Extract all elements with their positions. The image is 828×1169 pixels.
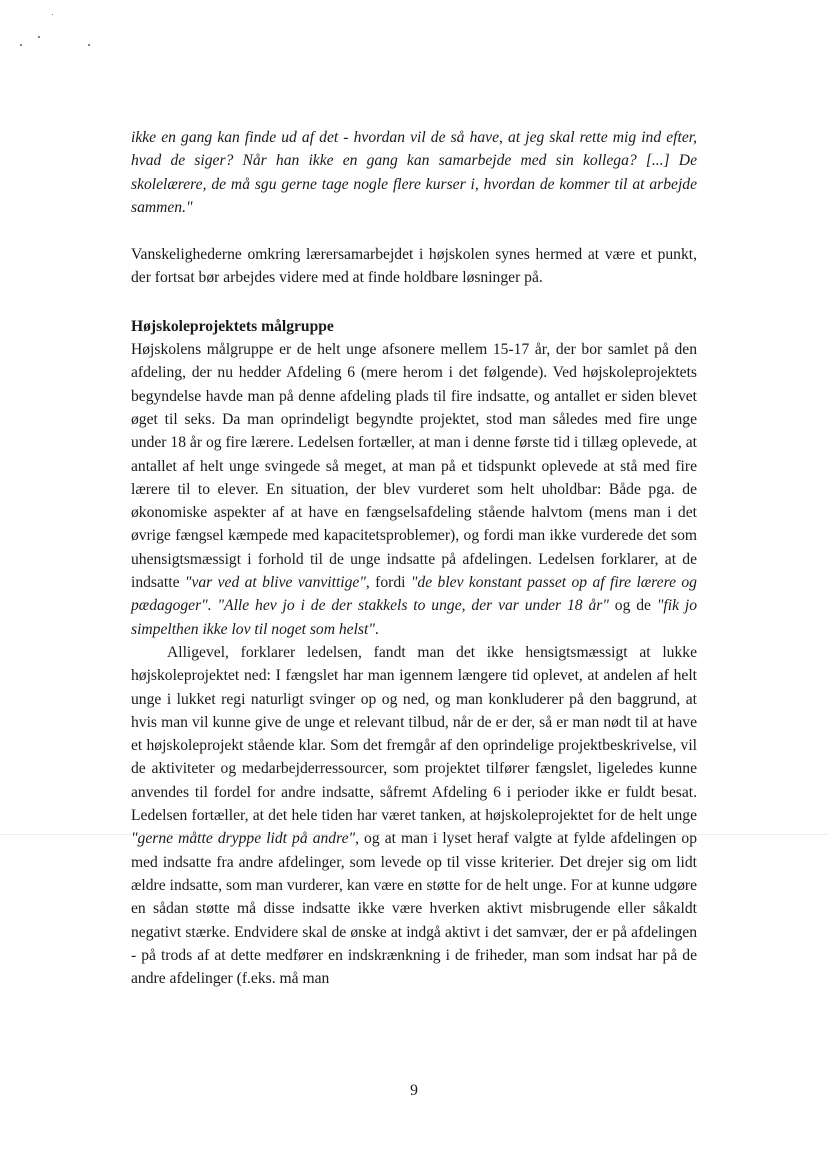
scan-speck bbox=[88, 44, 90, 46]
page-number: 9 bbox=[410, 1082, 418, 1099]
scan-speck bbox=[20, 44, 22, 46]
section-paragraph-2: Alligevel, forklarer ledelsen, fandt man det ikke hensigtsmæssigt at lukke højskoleprojektet ned: I fængslet har man igennem længere tid oplevet, at andelen af helt unge i lukket regi naturligt svinger op og ned, og man konkluderer på den baggrund, at hvis man vil kunne give de unge et relevant tilbud, når de er der, så er man nødt til at have et højskoleprojekt stående klar. Som det fremgår af den oprindelige projektbeskrivelse, vil de aktiviteter og medarbejderressourcer, som projektet tilfører fængslet, ligeledes kunne anvendes til fordel for andre indsatte, såfremt Afdeling 6 i perioder ikke er fuldt besat. Ledelsen fortæller, at det hele tiden har været tanken, at højskoleprojektet for de helt unge "gerne måtte dryppe lidt på andre", og at man i lyset heraf valgte at fylde afdelingen op med indsatte fra andre afdelinger, som levede op til visse kriterier. Det drejer sig om lidt ældre indsatte, som man vurderer, kan være en støtte for de helt unge. For at kunne udgøre en sådan støtte må disse indsatte ikke være hverken aktivt misbrugende eller såkaldt negativt stærke. Endvidere skal de ønske at indgå aktivt i det samvær, der er på afdelingen - på trods af at dette medfører en indskrænkning i de friheder, man som indsat har på de andre afdelinger (f.eks. må man bbox=[131, 643, 697, 988]
scan-speck bbox=[52, 14, 53, 15]
paragraph: Vanskelighederne omkring lærersamarbejdet i højskolen synes hermed at være et punkt, der fortsat bør arbejdes videre med at finde holdbare løsninger på. bbox=[131, 246, 697, 287]
scan-speck bbox=[38, 36, 40, 38]
section-paragraph-1: Højskolens målgruppe er de helt unge afsonere mellem 15-17 år, der bor samlet på den afdeling, der nu hedder Afdeling 6 (mere herom i det følgende). Ved højskoleprojektets begyndelse havde man på denne afdeling plads til fire indsatte, og antallet er siden blevet øget til seks. Da man oprindeligt begyndte projektet, stod man således med fire unge under 18 år og fire lærere. Ledelsen fortæller, at man i denne første tid i tillæg oplevede, at antallet af helt unge svingede så meget, at man på et tidspunkt oplevede at stå med fire lærere til to elever. En situation, der blev vurderet som helt uholdbar: Både pga. de økonomiske aspekter af at have en fængselsafdeling stående halvtom (mens man i det øvrige fængsel kæmpede med kapacitetsproblemer), og fordi man ikke vurderede det som uhensigtsmæssigt i forhold til de unge indsatte på afdelingen. Ledelsen forklarer, at de indsatte "var ved at blive vanvittige", fordi "de blev konstant passet op af fire lærere og pædagoger". "Alle hev jo i de der stakkels to unge, der var under 18 år" og de "fik jo simpelthen ikke lov til noget som helst". bbox=[131, 341, 698, 638]
quote-end: ikke en gang kan finde ud af det - hvordan vil de så have, at jeg skal rette mig ind efter, hvad de siger? Når han ikke en gang kan samarbejde med sin kollega? [...] De skolelærere, de må sgu gerne tage nogle flere kurser i, hvordan de kommer til at arbejde sammen." bbox=[131, 129, 697, 216]
section-heading: Højskoleprojektets målgruppe bbox=[131, 317, 334, 335]
body-text bbox=[131, 126, 697, 990]
